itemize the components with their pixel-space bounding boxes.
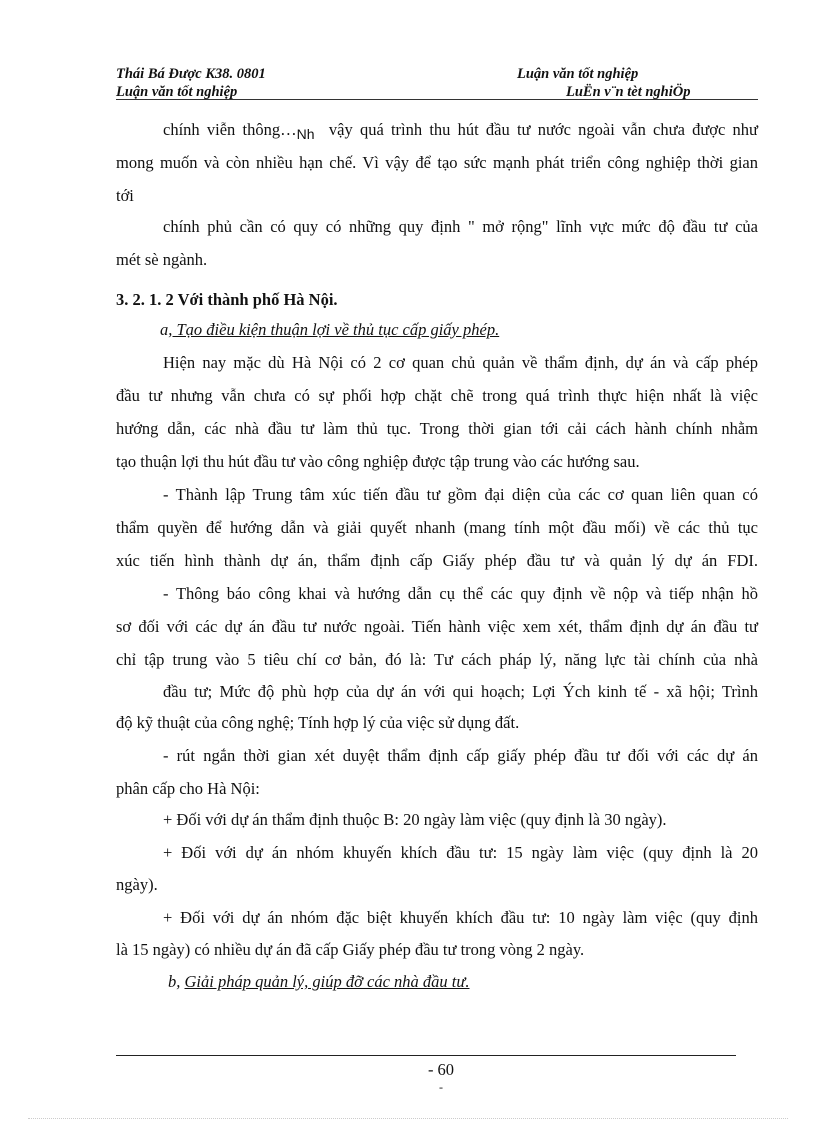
body-line: xúc tiến hình thành dự án, thẩm định cấp Giấy phép đầu tư và quản lý dự án FDI.	[116, 551, 758, 570]
body-line: ngày).	[116, 875, 158, 894]
body-line: - rút ngắn thời gian xét duyệt thẩm định cấp giấy phép đầu tư đối với các dự án	[163, 746, 758, 765]
subsection-a-prefix: a	[160, 320, 169, 339]
stray-glyph: Nh	[296, 126, 315, 142]
body-line: đầu tư nhưng vẫn chưa có sự phối hợp chặt chẽ trong quá trình thực hiện nhất là việc	[116, 386, 758, 405]
page-number-dash: -	[439, 1080, 443, 1094]
body-text: vậy quá trình thu hút đầu tư nước ngoài vẫn chưa được như	[328, 120, 759, 139]
body-line: tới	[116, 186, 134, 205]
body-line: chính phủ cần có quy có những quy định " mở rộng" lĩnh vực mức độ đầu tư của	[163, 217, 758, 236]
subsection-a-title	[160, 320, 758, 340]
body-line: tạo thuận lợi thu hút đầu tư vào công nghiệp được tập trung vào các hướng sau.	[116, 452, 640, 471]
page-number: - 60	[427, 1060, 455, 1079]
body-line: là 15 ngày) có nhiều dự án đã cấp Giấy phép đầu tư trong vòng 2 ngày.	[116, 940, 585, 959]
body-line: sơ đối với các dự án đầu tư nước ngoài. Tiến hành việc xem xét, thẩm định dự án đầu tư	[116, 617, 758, 636]
body-line: - Thành lập Trung tâm xúc tiến đầu tư gồm đại diện của các cơ quan liên quan có	[163, 485, 758, 504]
body-line: thẩm quyền để hướng dẫn và giải quyết nhanh (mang tính một đầu mối) về các thủ tục	[116, 518, 758, 537]
header-author: Thái Bá Được K38. 0801	[116, 66, 266, 82]
page-bottom-border	[28, 1118, 788, 1119]
body-line: mong muốn và còn nhiều hạn chế. Vì vậy để tạo sức mạnh phát triển công nghiệp thời gian	[116, 153, 758, 172]
section-heading: 3. 2. 1. 2 Với thành phố Hà Nội.	[116, 290, 338, 309]
header-title-garbled: LuËn v¨n tèt nghiÖp	[566, 84, 691, 100]
body-line: chỉ tập trung vào 5 tiêu chí cơ bản, đó là: Tư cách pháp lý, năng lực tài chính của nhà	[116, 650, 758, 669]
body-line: + Đối với dự án nhóm khuyến khích đầu tư: 15 ngày làm việc (quy định là 20	[163, 843, 758, 862]
body-line: đầu tư; Mức độ phù hợp của dự án với qui hoạch; Lợi Ých kinh tế - xã hội; Trình	[163, 682, 758, 701]
body-line	[163, 120, 758, 140]
body-text: chính viễn thông…	[163, 120, 297, 139]
header-title-secondary: Luận văn tốt nghiệp	[116, 84, 238, 100]
body-line: + Đối với dự án thẩm định thuộc B: 20 ngày làm việc (quy định là 30 ngày).	[163, 810, 667, 829]
subsection-b-text: Giải pháp quản lý, giúp đỡ các nhà đầu tư.	[184, 972, 470, 991]
body-line: độ kỹ thuật của công nghệ; Tính hợp lý của việc sử dụng đất.	[116, 713, 520, 732]
subsection-b-title	[168, 972, 758, 992]
header-title: Luận văn tốt nghiệp	[517, 66, 639, 82]
body-line: + Đối với dự án nhóm đặc biệt khuyến khích đầu tư: 10 ngày làm việc (quy định	[163, 908, 758, 927]
body-line: mét sè ngành.	[116, 250, 208, 269]
footer-divider	[116, 1055, 736, 1056]
body-line: - Thông báo công khai và hướng dẫn cụ thể các quy định về nộp và tiếp nhận hồ	[163, 584, 758, 603]
body-line: phân cấp cho Hà Nội:	[116, 779, 260, 798]
body-line: Hiện nay mặc dù Hà Nội có 2 cơ quan chủ quản về thẩm định, dự án và cấp phép	[163, 353, 758, 372]
header-divider	[116, 99, 758, 100]
subsection-b-prefix: b,	[168, 972, 185, 991]
subsection-a-text: , Tạo điều kiện thuận lợi về thủ tục cấp giấy phép.	[168, 320, 500, 339]
body-line: hướng dẫn, các nhà đầu tư làm thủ tục. Trong thời gian tới cải cách hành chính nhằm	[116, 419, 758, 438]
